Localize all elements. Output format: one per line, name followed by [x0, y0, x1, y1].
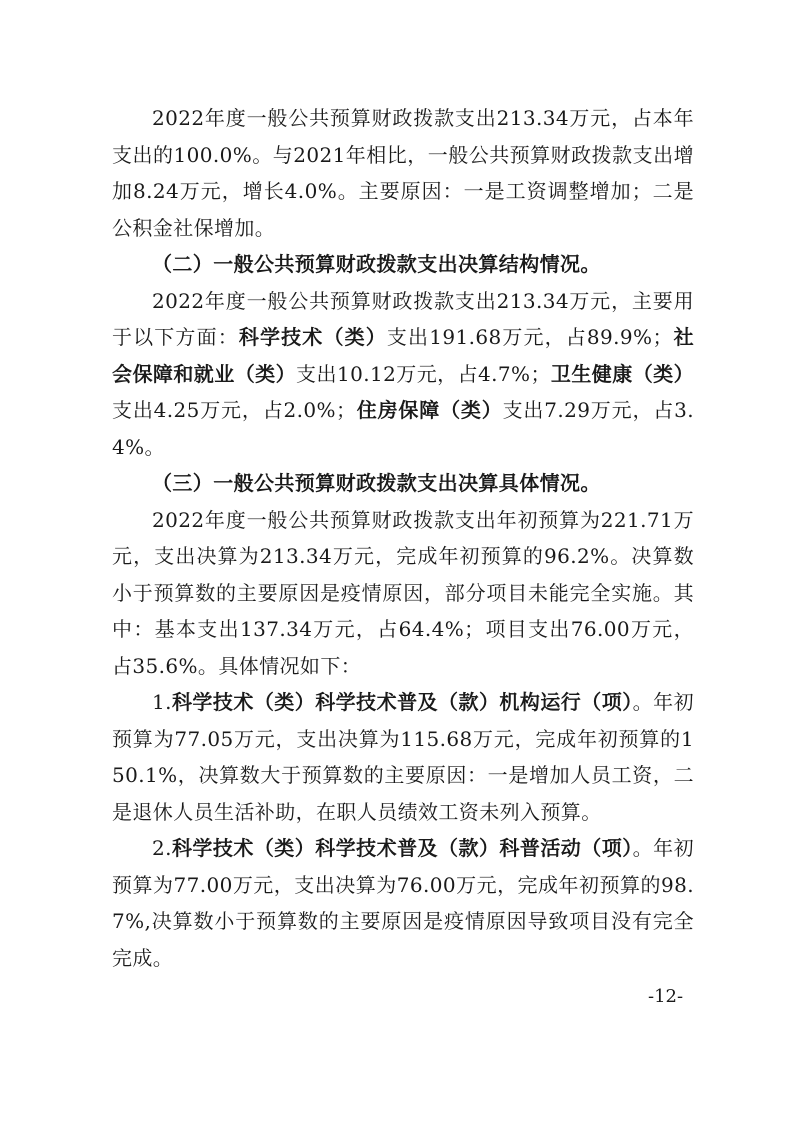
text-span: 支出10.12万元，占4.7%； — [296, 361, 551, 386]
item-number: 1. — [152, 690, 172, 714]
text-span: 2022年度一般公共预算财政拨款支出213.34万元，主要用于以下方面： — [112, 288, 694, 349]
section-heading-details: （三）一般公共预算财政拨款支出决算具体情况。 — [152, 471, 601, 495]
text-span: 支出7.29万元，占3.4%。 — [112, 398, 694, 459]
list-item-institution-operation — [112, 684, 694, 830]
paragraph-expenditure-details: 2022年度一般公共预算财政拨款支出年初预算为221.71万元，支出决算为213.34万元，完成年初预算的96.2%。决算数小于预算数的主要原因是疫情原因，部分项目未能完全实施。其中：基本支出137.34万元，占64.4%；项目支出76.00万元，占35.6%。具体情况如下： — [112, 507, 694, 678]
list-item-science-activities — [112, 830, 694, 976]
section-heading-structure: （二）一般公共预算财政拨款支出决算结构情况。 — [152, 252, 601, 276]
text-span: 支出4.25万元，占2.0%； — [112, 398, 357, 422]
item-text: 。年初预算为77.00万元，支出决算为76.00万元，完成年初预算的98.7%,决算数小于预算数的主要原因是疫情原因导致项目没有完全完成。 — [112, 836, 695, 970]
text-span: 支出191.68万元，占89.9%； — [386, 325, 673, 349]
category-health: 卫生健康（类） — [550, 361, 694, 386]
item-title: 科学技术（类）科学技术普及（款）科普活动（项） — [171, 836, 633, 860]
category-social-security: 社会保障和就业（类） — [112, 325, 694, 386]
paragraph-expenditure-summary: 2022年度一般公共预算财政拨款支出213.34万元，占本年支出的100.0%。与2021年相比，一般公共预算财政拨款支出增加8.24万元，增长4.0%。主要原因：一是工资调整增加；二是公积金社保增加。 — [112, 106, 694, 240]
item-title: 科学技术（类）科学技术普及（款）机构运行（项） — [171, 690, 633, 714]
item-text: 。年初预算为77.05万元，支出决算为115.68万元，完成年初预算的150.1%，决算数大于预算数的主要原因：一是增加人员工资，二是退休人员生活补助，在职人员绩效工资未列入预算。 — [112, 690, 695, 824]
item-number: 2. — [152, 836, 172, 860]
document-body — [112, 100, 694, 976]
paragraph-expenditure-structure — [112, 283, 694, 466]
category-science-technology: 科学技术（类） — [238, 325, 387, 349]
page-number: -12- — [648, 986, 684, 1007]
category-housing: 住房保障（类） — [356, 398, 503, 422]
